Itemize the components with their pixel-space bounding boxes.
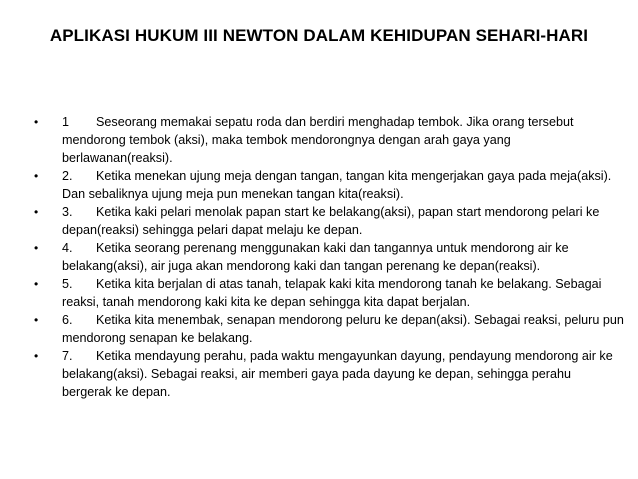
slide-title: APLIKASI HUKUM III NEWTON DALAM KEHIDUPAN SEHARI-HARI bbox=[49, 26, 589, 45]
item-number: 5. bbox=[62, 277, 73, 291]
list-item bbox=[34, 275, 624, 311]
bullet-list bbox=[34, 113, 624, 401]
item-number: 4. bbox=[62, 241, 73, 255]
bullet-icon: • bbox=[34, 205, 39, 219]
item-text: Seseorang memakai sepatu roda dan berdiri menghadap tembok. Jika orang tersebut mendorong tembok (aksi), maka tembok mendorongnya dengan arah gaya yang berlawanan(reaksi). bbox=[62, 115, 574, 165]
item-text: Ketika mendayung perahu, pada waktu mengayunkan dayung, pendayung mendorong air ke belakang(aksi). Sebagai reaksi, air memberi gaya pada dayung ke depan, sehingga perahu bergerak ke depan. bbox=[62, 349, 613, 399]
bullet-icon: • bbox=[34, 241, 39, 255]
item-number: 3. bbox=[62, 205, 73, 219]
list-item bbox=[34, 167, 624, 203]
item-text: Ketika kita berjalan di atas tanah, telapak kaki kita mendorong tanah ke belakang. Sebagai reaksi, tanah mendorong kaki kita ke depan sehingga kita dapat berjalan. bbox=[62, 277, 602, 309]
item-text: Ketika menekan ujung meja dengan tangan, tangan kita mengerjakan gaya pada meja(aksi). Dan sebaliknya ujung meja pun menekan tangan kita(reaksi). bbox=[62, 169, 612, 201]
list-item bbox=[34, 203, 624, 239]
list-item bbox=[34, 347, 624, 401]
list-item bbox=[34, 239, 624, 275]
list-item bbox=[34, 311, 624, 347]
item-number: 1 bbox=[62, 115, 70, 129]
item-text: Ketika kaki pelari menolak papan start ke belakang(aksi), papan start mendorong pelari ke depan(reaksi) sehingga pelari dapat melaju ke depan. bbox=[62, 205, 600, 237]
item-number: 7. bbox=[62, 349, 73, 363]
item-number: 2. bbox=[62, 169, 73, 183]
bullet-icon: • bbox=[34, 277, 39, 291]
list-item bbox=[34, 113, 624, 167]
bullet-icon: • bbox=[34, 169, 39, 183]
bullet-icon: • bbox=[34, 313, 39, 327]
item-text: Ketika seorang perenang menggunakan kaki dan tangannya untuk mendorong air ke belakang(aksi), air juga akan mendorong kaki dan tangan perenang ke depan(reaksi). bbox=[62, 241, 569, 273]
item-text: Ketika kita menembak, senapan mendorong peluru ke depan(aksi). Sebagai reaksi, peluru pun mendorong senapan ke belakang. bbox=[62, 313, 624, 345]
bullet-icon: • bbox=[34, 115, 39, 129]
bullet-icon: • bbox=[34, 349, 39, 363]
item-number: 6. bbox=[62, 313, 73, 327]
